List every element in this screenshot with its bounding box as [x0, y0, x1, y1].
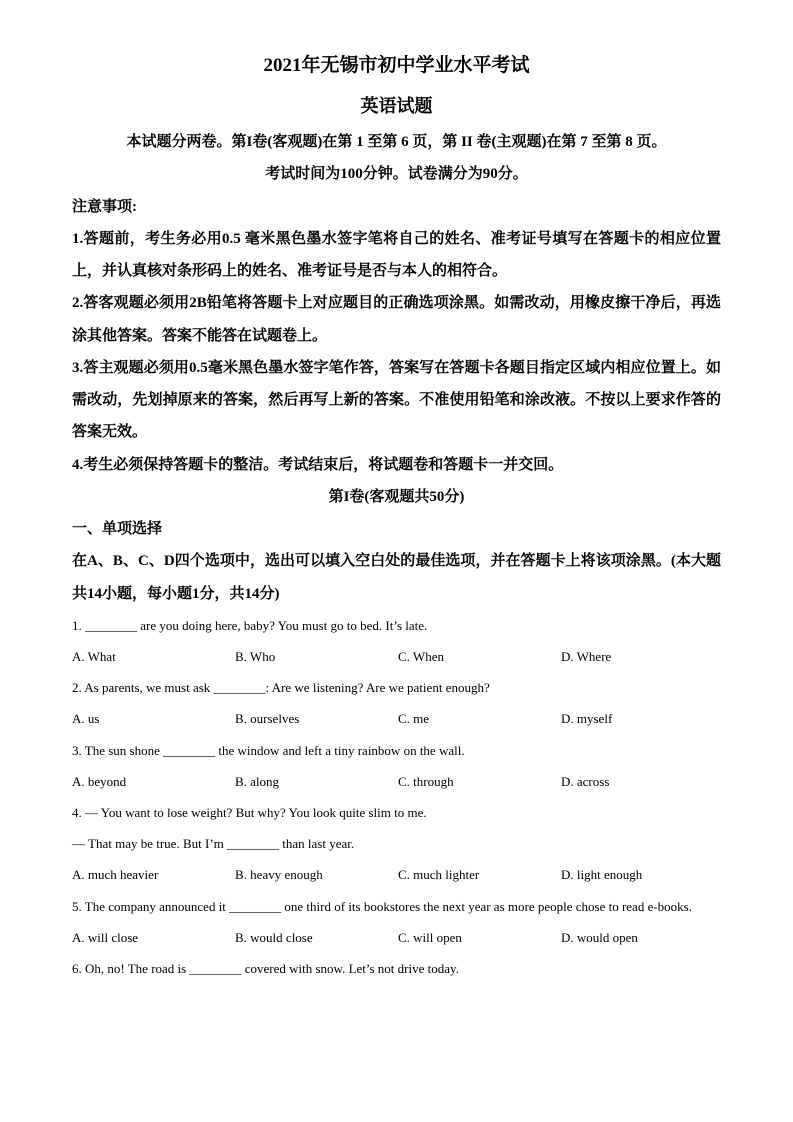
options-row: [72, 766, 721, 797]
notice-item-1: 1.答题前，考生务必用0.5 毫米黑色墨水签字笔将自己的姓名、准考证号填写在答题卡的相应位置上，并认真核对条形码上的姓名、准考证号是否与本人的相符合。: [72, 230, 721, 280]
question-stem: 3. The sun shone ________ the window and left a tiny rainbow on the wall.: [72, 742, 465, 758]
option-c: C. much lighter: [398, 867, 480, 883]
intro-line-2: 考试时间为100分钟。试卷满分为90分。: [265, 166, 528, 183]
section-heading: 第I卷(客观题共50分): [328, 488, 465, 505]
notice-item-3: 3.答主观题必须用0.5毫米黑色墨水签字笔作答，答案写在答题卡各题目指定区域内相应位置上。如需改动，先划掉原来的答案，然后再写上新的答案。不准使用铅笔和涂改液。不按以上要求作答的答案无效。: [72, 359, 721, 441]
notice-item-2: 2.答客观题必须用2B铅笔将答题卡上对应题目的正确选项涂黑。如需改动，用橡皮擦干净后，再选涂其他答案。答案不能答在试题卷上。: [72, 295, 721, 344]
options-row: [72, 859, 721, 890]
question-3: [72, 735, 721, 797]
option-a: A. What: [72, 649, 116, 665]
intro-line-1: 本试题分两卷。第I卷(客观题)在第 1 至第 6 页，第 II 卷(主观题)在第 7 至第 8 页。: [126, 134, 667, 151]
question-4: [72, 797, 721, 891]
part-instructions: 在A、B、C、D四个选项中，选出可以填入空白处的最佳选项，并在答题卡上将该项涂黑。(本大题共14小题，每小题1分，共14分): [72, 553, 721, 602]
option-b: B. heavy enough: [235, 867, 323, 883]
options-row: [72, 641, 721, 672]
option-c: C. through: [398, 773, 454, 789]
notice-item-4: 4.考生必须保持答题卡的整洁。考试结束后，将试题卷和答题卡一并交回。: [72, 456, 564, 473]
page-subtitle: 英语试题: [360, 95, 433, 116]
option-b: B. Who: [235, 649, 276, 665]
question-stem: 1. ________ are you doing here, baby? You must go to bed. It’s late.: [72, 617, 428, 633]
option-d: D. Where: [561, 649, 612, 665]
option-c: C. will open: [398, 929, 462, 945]
option-d: D. across: [561, 773, 610, 789]
question-stem: 4. — You want to lose weight? But why? You look quite slim to me.: [72, 804, 427, 820]
option-c: C. me: [398, 711, 430, 727]
question-stem-line-2: — That may be true. But I’m ________ than last year.: [72, 836, 355, 852]
option-b: B. along: [235, 773, 280, 789]
question-1: [72, 610, 721, 672]
question-2: [72, 672, 721, 734]
option-a: A. us: [72, 711, 100, 727]
option-d: D. myself: [561, 711, 613, 727]
question-stem: 5. The company announced it ________ one third of its bookstores the next year as more people chose to read e-books.: [72, 898, 692, 914]
option-b: B. ourselves: [235, 711, 300, 727]
option-b: B. would close: [235, 929, 313, 945]
question-stem: 2. As parents, we must ask ________: Are we listening? Are we patient enough?: [72, 680, 490, 696]
option-c: C. When: [398, 649, 444, 665]
part-title: 一、单项选择: [72, 521, 163, 538]
option-a: A. beyond: [72, 773, 127, 789]
options-row: [72, 703, 721, 734]
question-6: [72, 953, 721, 984]
option-d: D. would open: [561, 929, 638, 945]
options-row: [72, 922, 721, 953]
option-d: D. light enough: [561, 867, 643, 883]
option-a: A. will close: [72, 929, 139, 945]
option-a: A. much heavier: [72, 867, 159, 883]
page-title: 2021年无锡市初中学业水平考试: [263, 55, 530, 76]
notice-heading: 注意事项:: [72, 198, 137, 215]
question-5: [72, 891, 721, 953]
question-stem: 6. Oh, no! The road is ________ covered with snow. Let’s not drive today.: [72, 960, 459, 976]
